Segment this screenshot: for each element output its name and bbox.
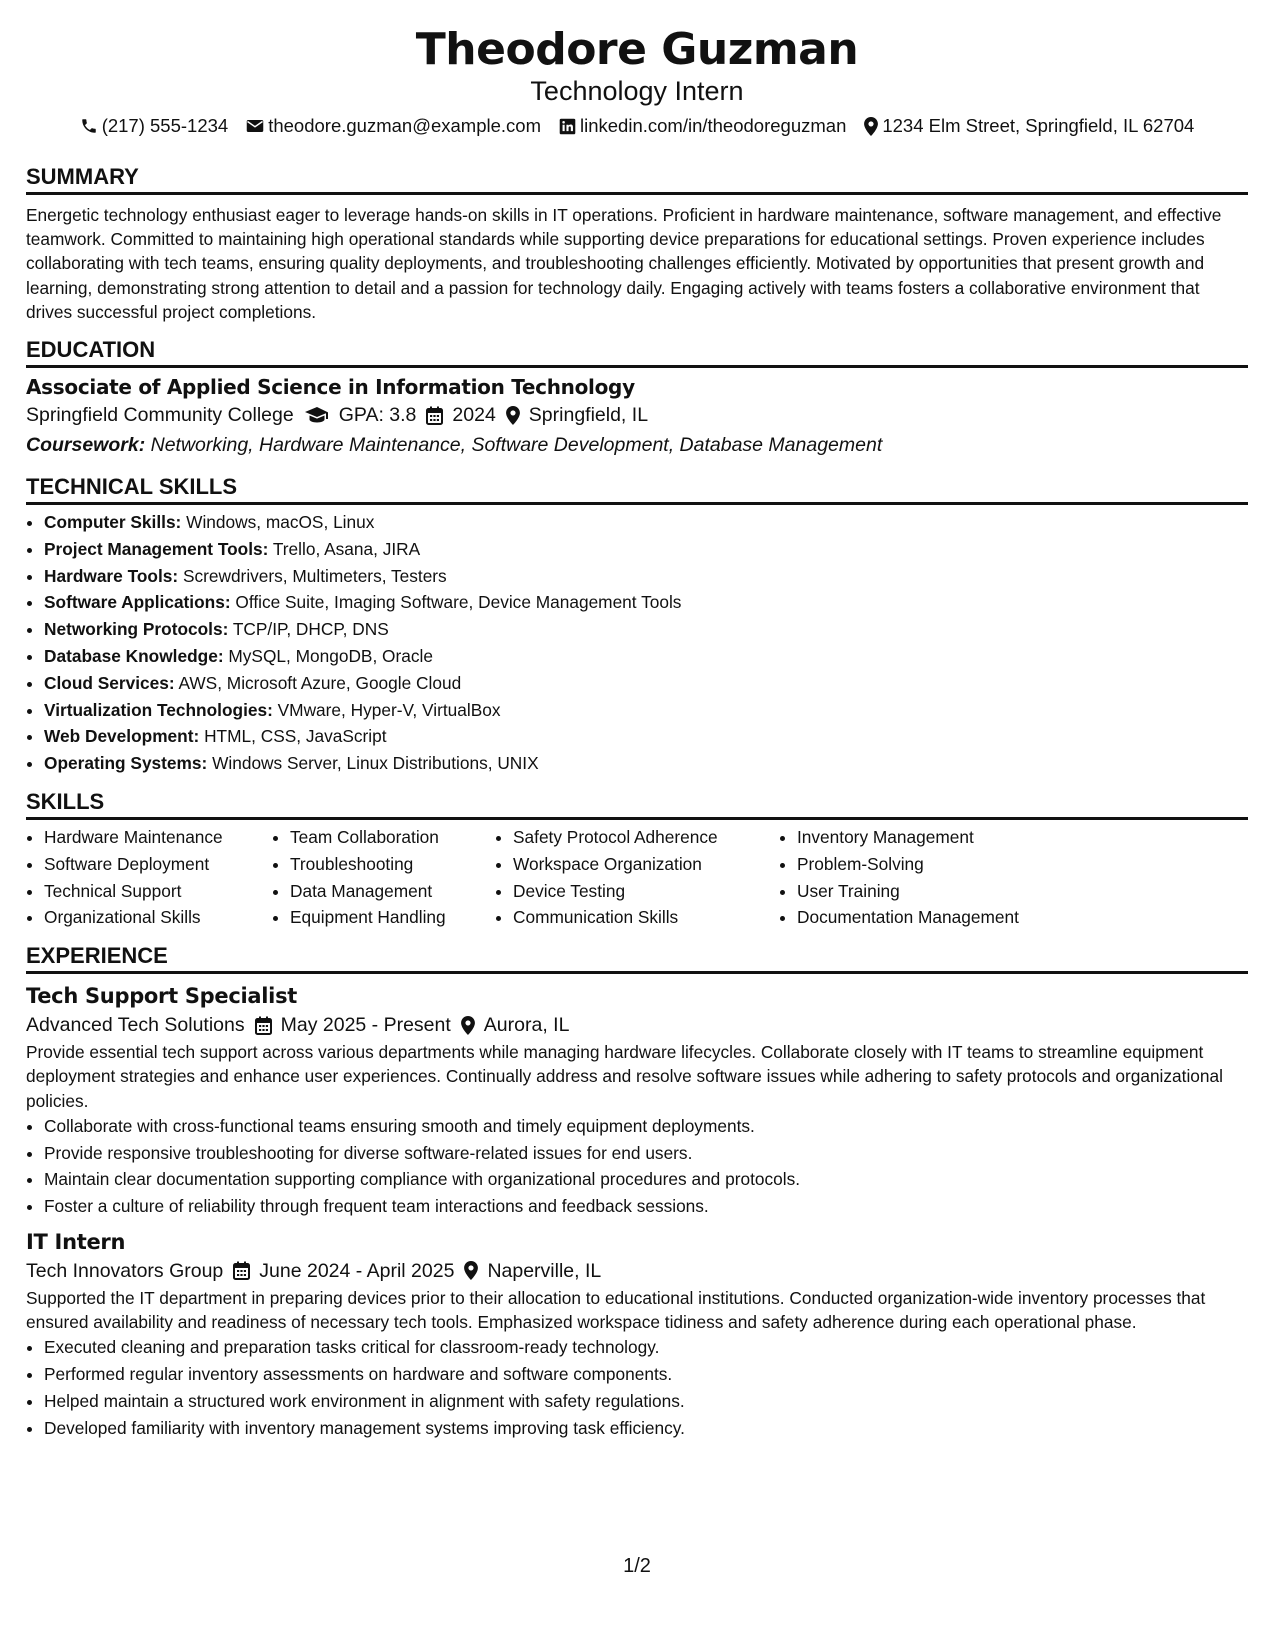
skill-value: Windows Server, Linux Distributions, UNIX	[212, 753, 539, 774]
list-item: • Troubleshooting	[290, 851, 495, 878]
list-item: • Developed familiarity with inventory management systems improving task efficiency.	[44, 1415, 1248, 1442]
experience-heading: EXPERIENCE	[26, 943, 1248, 974]
year-text: 2024	[452, 404, 496, 427]
coursework-label: Coursework:	[26, 434, 146, 457]
phone-text: (217) 555-1234	[101, 115, 229, 136]
technical-skills-heading: TECHNICAL SKILLS	[26, 474, 1248, 505]
skill-value: Screwdrivers, Multimeters, Testers	[182, 565, 447, 586]
list-item: • Collaborate with cross-functional teams ensuring smooth and timely equipment deployments.	[44, 1113, 1248, 1140]
skill-label: Operating Systems:	[44, 753, 208, 774]
resume-header	[26, 24, 1248, 138]
skill-label: Computer Skills:	[44, 512, 182, 533]
contact-linkedin[interactable]	[559, 114, 846, 138]
page-number: 1/2	[623, 1555, 651, 1577]
company-name: Tech Innovators Group	[26, 1259, 224, 1282]
candidate-title: Technology Intern	[530, 76, 744, 106]
school-location-text: Springfield, IL	[528, 404, 649, 427]
skill-value: AWS, Microsoft Azure, Google Cloud	[178, 672, 462, 693]
skill-value: VMware, Hyper-V, VirtualBox	[277, 699, 501, 720]
job-bullets	[26, 1113, 1248, 1220]
skill-label: Networking Protocols:	[44, 619, 229, 640]
contact-line	[26, 114, 1248, 138]
job-location-item	[464, 1256, 601, 1286]
resume-page	[26, 0, 1248, 1650]
envelope-icon	[246, 118, 264, 134]
skill-label: Software Applications:	[44, 592, 231, 613]
list-item: • Inventory Management	[797, 824, 1097, 851]
job-title: Tech Support Specialist	[26, 984, 298, 1009]
list-item: • Software Deployment	[44, 851, 272, 878]
list-item: • Provide responsive troubleshooting for diverse software-related issues for end users.	[44, 1140, 1248, 1167]
gpa-text: GPA: 3.8	[338, 404, 417, 427]
map-pin-icon	[506, 406, 520, 425]
list-item	[44, 670, 1248, 697]
list-item: • Equipment Handling	[290, 904, 495, 931]
education-meta	[26, 400, 1248, 430]
skill-value: Office Suite, Imaging Software, Device Management Tools	[235, 592, 682, 613]
job-dates-text: May 2025 - Present	[280, 1014, 451, 1037]
skill-label: Cloud Services:	[44, 672, 175, 693]
job-dates-text: June 2024 - April 2025	[259, 1259, 455, 1282]
list-item: • Executed cleaning and preparation tasks critical for classroom-ready technology.	[44, 1334, 1248, 1361]
list-item	[44, 536, 1248, 563]
list-item	[44, 616, 1248, 643]
skills-column	[779, 824, 1097, 931]
list-item: • Performed regular inventory assessments on hardware and software components.	[44, 1361, 1248, 1388]
calendar-icon	[255, 1016, 272, 1035]
technical-skills-list	[26, 509, 1248, 777]
skill-label: Hardware Tools:	[44, 565, 179, 586]
skill-label: Database Knowledge:	[44, 646, 224, 666]
map-pin-icon	[461, 1016, 475, 1035]
skills-section	[26, 789, 1248, 931]
coursework-line	[26, 430, 1248, 460]
year-item	[426, 400, 495, 430]
skill-value: Windows, macOS, Linux	[186, 512, 375, 533]
list-item: • User Training	[797, 878, 1097, 905]
technical-skills-section	[26, 474, 1248, 777]
summary-section	[26, 164, 1248, 324]
job-entry	[26, 982, 1248, 1220]
list-item: • Technical Support	[44, 878, 272, 905]
summary-heading: SUMMARY	[26, 164, 1248, 195]
job-description: Provide essential tech support across various departments while managing hardware lifecycles. Collaborate closely with IT teams to streamline equipment deployment strategies and enhance user experiences. Continually address and resolve software issues while adhering to safety protocols and organizational policies.	[26, 1042, 1223, 1111]
list-item	[44, 563, 1248, 590]
list-item: • Documentation Management	[797, 904, 1097, 931]
coursework-text: Networking, Hardware Maintenance, Software Development, Database Management	[150, 434, 883, 457]
school-name: Springfield Community College	[26, 404, 294, 427]
linkedin-text: linkedin.com/in/theodoreguzman	[580, 115, 847, 136]
company-name: Advanced Tech Solutions	[26, 1014, 245, 1037]
skill-label: Project Management Tools:	[44, 538, 269, 559]
list-item	[44, 750, 1248, 777]
list-item: • Hardware Maintenance	[44, 824, 272, 851]
phone-icon	[80, 117, 98, 135]
skill-value: Trello, Asana, JIRA	[272, 538, 421, 559]
job-meta	[26, 1256, 1248, 1286]
education-section	[26, 337, 1248, 460]
list-item	[44, 723, 1248, 750]
list-item: • Data Management	[290, 878, 495, 905]
list-item	[44, 589, 1248, 616]
skills-column	[272, 824, 495, 931]
job-dates-item	[255, 1010, 451, 1040]
list-item: • Foster a culture of reliability through frequent team interactions and feedback sessions.	[44, 1193, 1248, 1220]
job-bullets	[26, 1334, 1248, 1441]
calendar-icon	[233, 1261, 250, 1280]
skill-value: TCP/IP, DHCP, DNS	[232, 619, 389, 640]
list-item: • Maintain clear documentation supporting compliance with organizational procedures and protocols.	[44, 1166, 1248, 1193]
graduation-cap-icon	[304, 406, 330, 424]
school-location-item	[506, 400, 648, 430]
linkedin-icon	[559, 118, 576, 135]
contact-address	[864, 114, 1194, 138]
calendar-icon	[426, 406, 443, 425]
job-entry	[26, 1228, 1248, 1442]
contact-phone	[80, 114, 229, 138]
skills-heading: SKILLS	[26, 789, 1248, 820]
map-pin-icon	[464, 1261, 478, 1280]
skill-label: Virtualization Technologies:	[44, 699, 273, 720]
job-location-text: Aurora, IL	[483, 1014, 570, 1037]
job-dates-item	[233, 1256, 454, 1286]
list-item: • Communication Skills	[513, 904, 779, 931]
skill-label: Web Development:	[44, 726, 200, 747]
skill-value: MySQL, MongoDB, Oracle	[228, 646, 433, 666]
list-item: • Helped maintain a structured work environment in alignment with safety regulations.	[44, 1388, 1248, 1415]
list-item: • Safety Protocol Adherence	[513, 824, 779, 851]
job-meta	[26, 1010, 1248, 1040]
list-item: • Problem-Solving	[797, 851, 1097, 878]
skills-column	[495, 824, 779, 931]
skills-grid	[26, 824, 1248, 931]
experience-section	[26, 943, 1248, 1441]
address-text: 1234 Elm Street, Springfield, IL 62704	[882, 115, 1195, 136]
skill-value: HTML, CSS, JavaScript	[204, 726, 387, 747]
list-item	[44, 643, 1248, 670]
contact-email[interactable]	[246, 114, 541, 138]
job-description: Supported the IT department in preparing devices prior to their allocation to educational institutions. Conducted organization-wide inventory processes that ensured availability and readiness of necessary tech tools. Emphasized workspace tidiness and safety adherence during each operational phase.	[26, 1287, 1206, 1333]
job-title: IT Intern	[26, 1229, 126, 1254]
list-item: • Workspace Organization	[513, 851, 779, 878]
list-item: • Organizational Skills	[44, 904, 272, 931]
map-pin-icon	[864, 117, 878, 136]
degree-name: Associate of Applied Science in Information Technology	[26, 375, 635, 400]
list-item: • Team Collaboration	[290, 824, 495, 851]
candidate-name: Theodore Guzman	[415, 24, 859, 75]
education-heading: EDUCATION	[26, 337, 1248, 368]
gpa-item	[304, 400, 417, 430]
list-item: • Device Testing	[513, 878, 779, 905]
summary-text: Energetic technology enthusiast eager to leverage hands-on skills in IT operations. Proficient in hardware maintenance, software management, and effective teamwork. Committed to maintaining high operational standards while supporting device preparations for educational settings. Proven experience includes collaborating with tech teams, ensuring quality deployments, and troubleshooting challenges efficiently. Motivated by opportunities that present growth and learning, demonstrating strong attention to detail and a passion for technology daily. Engaging actively with teams fosters a collaborative environment that drives successful project completions.	[26, 205, 1222, 322]
list-item	[44, 509, 1248, 536]
job-location-item	[461, 1010, 570, 1040]
skills-column	[26, 824, 272, 931]
email-text: theodore.guzman@example.com	[268, 115, 541, 136]
list-item	[44, 697, 1248, 724]
job-location-text: Naperville, IL	[487, 1259, 602, 1282]
